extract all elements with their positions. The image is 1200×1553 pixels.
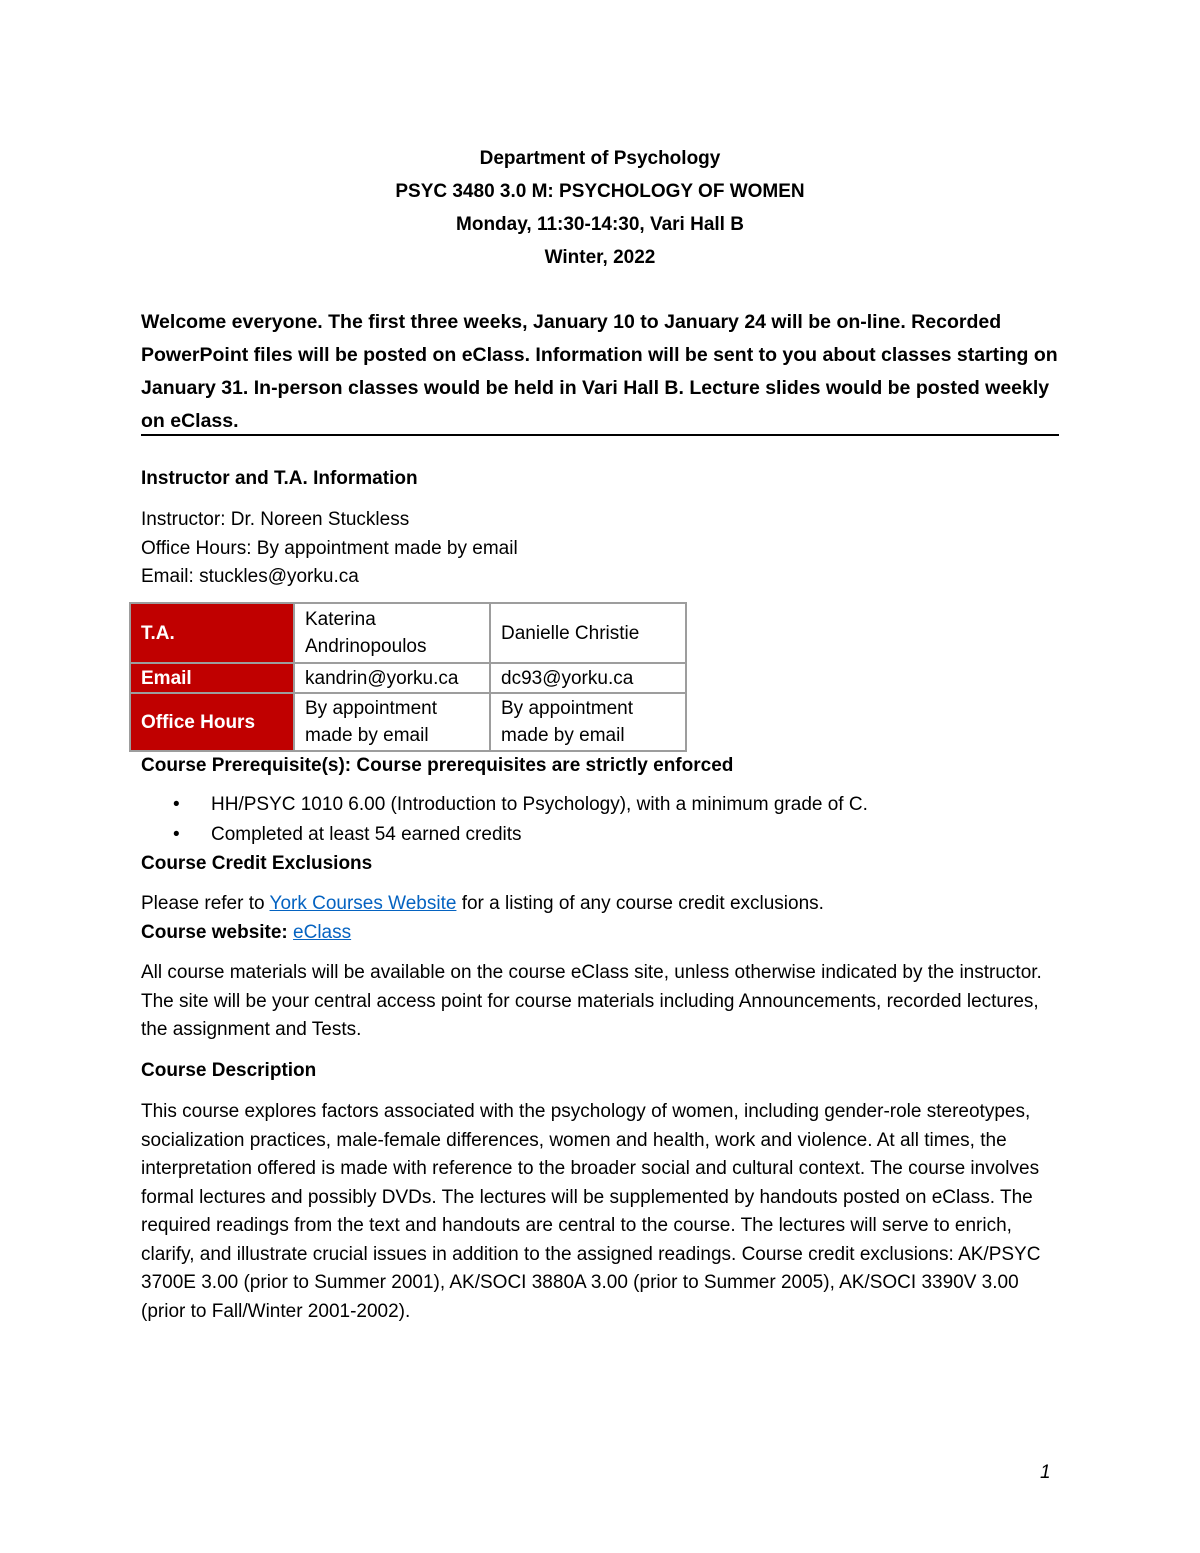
york-courses-link[interactable]: York Courses Website: [269, 893, 457, 914]
prerequisite-text: Completed at least 54 earned credits: [211, 824, 522, 845]
ta-email-cell: dc93@yorku.ca: [490, 663, 686, 693]
department-title: Department of Psychology: [479, 148, 721, 169]
exclusions-heading: Course Credit Exclusions: [141, 853, 373, 874]
exclusions-refer: [141, 890, 824, 918]
ta-table: [129, 602, 687, 752]
course-title: PSYC 3480 3.0 M: PSYCHOLOGY OF WOMEN: [395, 181, 805, 202]
email-label-cell: Email: [130, 663, 294, 693]
instructor-info: [141, 506, 518, 592]
course-term: Winter, 2022: [544, 247, 656, 268]
course-description-paragraph: This course explores factors associated with the psychology of women, including gender-role stereotypes, socialization practices, male-female differences, women and health, work and violence. At all times, the interpretation offered is made with reference to the broader social and cultural context. The course involves formal lectures and possibly DVDs. The lectures will be supplemented by handouts posted on eClass. The required readings from the text and handouts are central to the course. The lectures will serve to enrich, clarify, and illustrate crucial issues in addition to the assigned readings. Course credit exclusions: AK/PSYC 3700E 3.00 (prior to Summer 2001), AK/SOCI 3880A 3.00 (prior to Summer 2005), AK/SOCI 3390V 3.00 (prior to Fall/Winter 2001-2002).: [141, 1101, 1041, 1322]
course-header: [0, 142, 1200, 274]
instructor-office-hours: Office Hours: By appointment made by email: [141, 537, 518, 559]
ta-email-cell: kandrin@yorku.ca: [294, 663, 490, 693]
section-divider: [141, 434, 1059, 436]
bullet-icon: •: [173, 794, 180, 815]
course-materials-paragraph: All course materials will be available on the course eClass site, unless otherwise indicated by the instructor. The site will be your central access point for course materials including Announcements, recorded lectures, the assignment and Tests.: [141, 962, 1042, 1040]
eclass-link[interactable]: eClass: [293, 922, 352, 943]
table-row: [130, 603, 686, 663]
ta-office-hours-cell: By appointment made by email: [294, 693, 490, 751]
ta-label-cell: T.A.: [130, 603, 294, 663]
prerequisite-text: HH/PSYC 1010 6.00 (Introduction to Psychology), with a minimum grade of C.: [211, 794, 868, 815]
table-row: [130, 693, 686, 751]
prerequisites-list: [141, 790, 868, 850]
office-hours-label-cell: Office Hours: [130, 693, 294, 751]
instructor-ta-heading: Instructor and T.A. Information: [141, 468, 418, 489]
list-item: [141, 790, 868, 820]
welcome-message: Welcome everyone. The first three weeks, January 10 to January 24 will be on-line. Recorded PowerPoint files will be posted on eClass. Information will be sent to you about classes starting on January 31. In-person classes would be held in Vari Hall B. Lecture slides would be posted weekly on eClass.: [141, 311, 1058, 432]
course-website: [141, 919, 351, 947]
page-number: 1: [1040, 1462, 1051, 1483]
course-website-label: Course website:: [141, 922, 294, 943]
bullet-icon: •: [173, 824, 180, 845]
refer-text-before: Please refer to: [141, 893, 270, 914]
course-schedule: Monday, 11:30-14:30, Vari Hall B: [456, 214, 744, 235]
table-row: [130, 663, 686, 693]
refer-text-after: for a listing of any course credit exclusions.: [456, 893, 824, 914]
ta-name-cell: Danielle Christie: [490, 603, 686, 663]
instructor-email: Email: stuckles@yorku.ca: [141, 566, 359, 587]
prerequisites-heading: Course Prerequisite(s): Course prerequisites are strictly enforced: [141, 755, 734, 776]
ta-name-cell: Katerina Andrinopoulos: [294, 603, 490, 663]
ta-office-hours-cell: By appointment made by email: [490, 693, 686, 751]
course-description-heading: Course Description: [141, 1060, 317, 1081]
list-item: [141, 820, 868, 850]
instructor-name: Instructor: Dr. Noreen Stuckless: [141, 509, 410, 530]
